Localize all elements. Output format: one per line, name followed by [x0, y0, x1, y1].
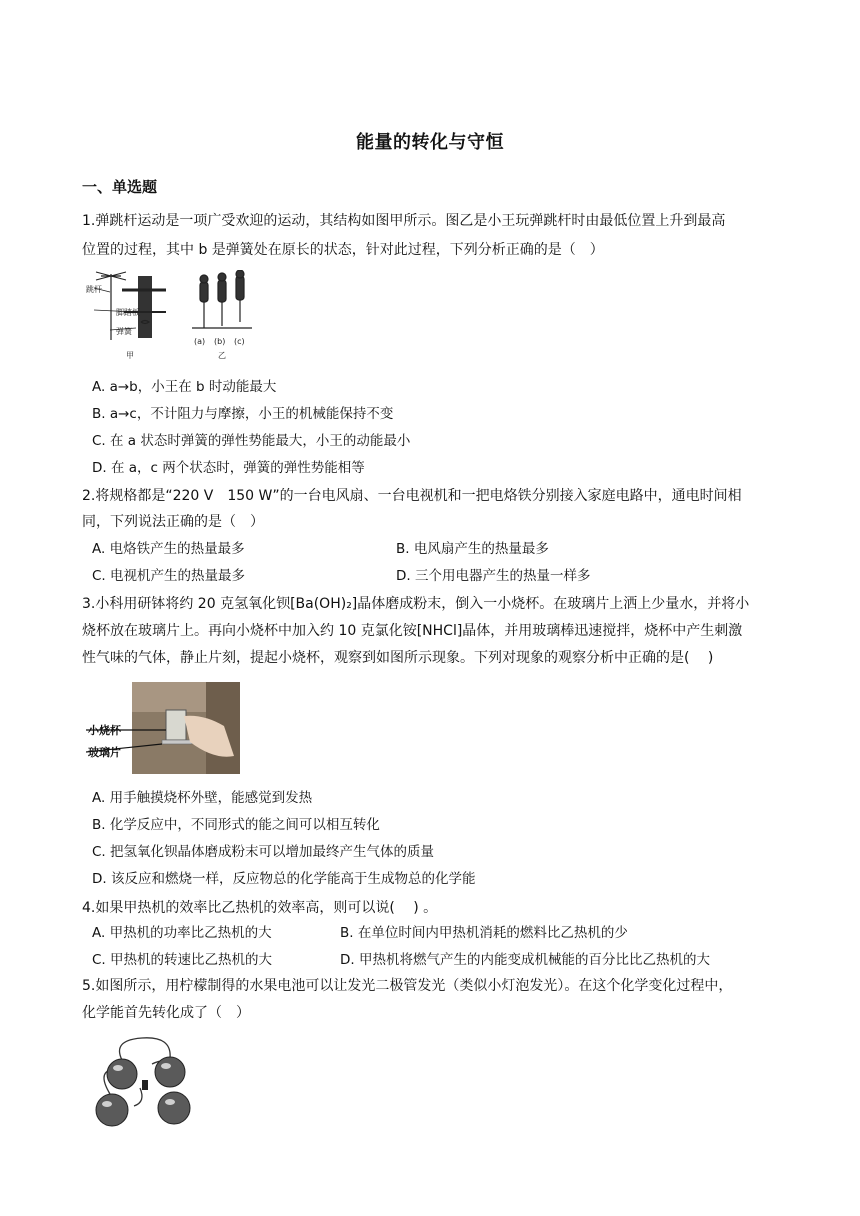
q3-option-d: D. 该反应和燃烧一样，反应物总的化学能高于生成物总的化学能 [92, 871, 476, 887]
q4-option-b: B. 在单位时间内甲热机消耗的燃料比乙热机的少 [340, 925, 628, 941]
q3-option-b: B. 化学反应中，不同形式的能之间可以相互转化 [92, 817, 380, 833]
section-heading: 一、单选题 [82, 178, 158, 196]
q1-option-b: B. a→c，不计阻力与摩擦，小王的机械能保持不变 [92, 406, 394, 422]
q3-option-a: A. 用手触摸烧杯外壁，能感觉到发热 [92, 790, 313, 806]
q4-option-d: D. 甲热机将燃气产生的内能变成机械能的百分比比乙热机的大 [340, 952, 710, 968]
q1-pogo-stick-figure [86, 270, 256, 366]
label-beaker: 小烧杯 [88, 724, 121, 737]
q1-option-a: A. a→b，小王在 b 时动能最大 [92, 379, 277, 395]
label-a: (a) [194, 337, 206, 346]
label-c: (c) [234, 337, 245, 346]
label-jia: 甲 [126, 351, 134, 360]
q3-option-c: C. 把氢氧化钡晶体磨成粉末可以增加最终产生气体的质量 [92, 844, 435, 860]
lemon-3 [96, 1094, 128, 1126]
q2-option-b: B. 电风扇产生的热量最多 [396, 541, 549, 557]
q1-stem-line-1: 1.弹跳杆运动是一项广受欢迎的运动，其结构如图甲所示。图乙是小王玩弹跳杆时由最低位置上升到最高 [82, 213, 726, 229]
q2-stem-line-2: 同，下列说法正确的是（ ） [82, 514, 264, 530]
label-spring: 弹簧 [116, 327, 132, 336]
q4-option-c: C. 甲热机的转速比乙热机的大 [92, 952, 273, 968]
led-shape [142, 1080, 148, 1090]
wire-top [120, 1038, 171, 1060]
q1-option-c: C. 在 a 状态时弹簧的弹性势能最大，小王的动能最小 [92, 433, 411, 449]
q3-stem-line-3: 性气味的气体，静止片刻，提起小烧杯，观察到如图所示现象。下列对现象的观察分析中正确的是( ) [82, 650, 714, 666]
pogo-tube [138, 276, 152, 338]
label-pedal: 脚踏板 [116, 308, 140, 317]
q1-stem-line-2: 位置的过程，其中 b 是弹簧处在原长的状态，针对此过程，下列分析正确的是（ ） [82, 242, 604, 258]
q5-stem-line-2: 化学能首先转化成了（ ） [82, 1005, 250, 1021]
q4-option-a: A. 甲热机的功率比乙热机的大 [92, 925, 272, 941]
lemon-4 [158, 1092, 190, 1124]
lemon-2 [155, 1057, 185, 1087]
label-glass-plate: 玻璃片 [88, 746, 121, 759]
lemon-1 [107, 1059, 137, 1089]
q1-option-d: D. 在 a，c 两个状态时，弹簧的弹性势能相等 [92, 460, 365, 476]
q5-lemon-battery-figure [92, 1034, 202, 1130]
label-b: (b) [214, 337, 226, 346]
q3-stem-line-2: 烧杯放在玻璃片上。再向小烧杯中加入约 10 克氯化铵[NHCl]晶体，并用玻璃棒迅速搅拌，烧杯中产生刺激 [82, 623, 743, 639]
q2-option-a: A. 电烙铁产生的热量最多 [92, 541, 245, 557]
beaker-shape [166, 710, 186, 740]
q2-stem-line-1: 2.将规格都是“220 V 150 W”的一台电风扇、一台电视机和一把电烙铁分别接入家庭电路中，通电时间相 [82, 488, 742, 504]
q3-stem-line-1: 3.小科用研钵将约 20 克氢氧化钡[Ba(OH)₂]晶体磨成粉末，倒入一小烧杯。在玻璃片上洒上少量水，并将小 [82, 596, 750, 612]
document-title: 能量的转化与守恒 [356, 132, 504, 153]
label-yi: 乙 [218, 351, 226, 360]
glass-plate-shape [162, 740, 192, 744]
q5-stem-line-1: 5.如图所示，用柠檬制得的水果电池可以让发光二极管发光（类似小灯泡发光）。在这个化学变化过程中， [82, 978, 733, 994]
q3-beaker-photo [86, 682, 242, 774]
label-pole: 跳杆 [86, 285, 102, 294]
q2-option-d: D. 三个用电器产生的热量一样多 [396, 568, 591, 584]
q2-option-c: C. 电视机产生的热量最多 [92, 568, 246, 584]
q4-stem: 4.如果甲热机的效率比乙热机的效率高，则可以说( ) 。 [82, 900, 438, 916]
